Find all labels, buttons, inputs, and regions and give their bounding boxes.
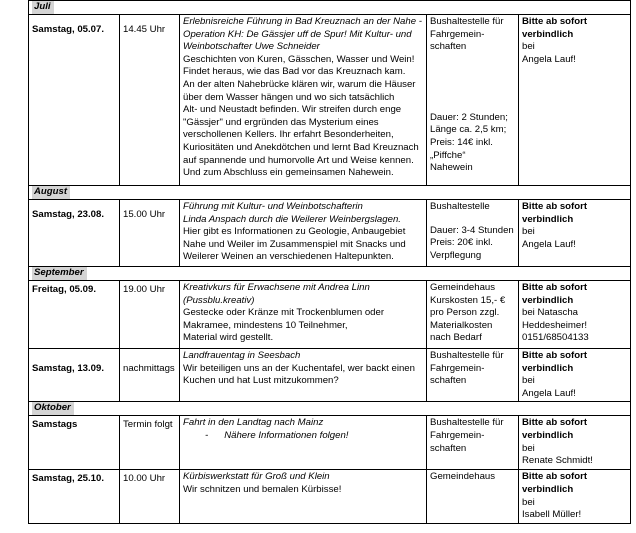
month-row-september	[29, 267, 631, 281]
event-description: Wir beteiligen uns an der Kuchentafel, wer backt einen Kuchen und hat Lust mitzukommen?	[183, 362, 415, 387]
event-details	[180, 470, 427, 524]
event-place	[427, 200, 519, 267]
event-date: Samstag, 25.10.	[29, 470, 120, 524]
event-description: Geschichten von Kuren, Gässchen, Wasser und Wein! Findet heraus, wie das Bad vor das Kreuznach kam. An der alten Nahebrücke klären wir, warum die Häuser über dem Wasser hängen und wo sich tatsächlich Alt- und Neustadt befinden. Wir streifen durch enge "Gässjer" und ergründen das Mysterium eines verschollenen Kellers. Ihr erfahrt Besonderheiten, Kuriositäten und Anekdötchen und lernt Bad Kreuznach auf spannende und humorvolle Art und Weise kennen. Und zum Abschluss ein gemeinsamen Nahewein.	[183, 53, 419, 179]
contact-person: bei Natascha Heddesheimer! 0151/68504133	[522, 307, 589, 344]
contact-person: bei Angela Lauf!	[522, 375, 576, 399]
month-row-juli	[29, 1, 631, 15]
event-row	[29, 15, 631, 186]
event-details	[180, 281, 427, 349]
event-title-line: Kürbiswerkstatt für Groß und Klein	[183, 471, 330, 483]
month-label: Juli	[32, 1, 54, 14]
event-description: Wir schnitzen und bemalen Kürbisse!	[183, 483, 342, 495]
event-details	[180, 200, 427, 267]
place-info: Bushaltestelle für Fahrgemein- schaften	[430, 16, 504, 53]
event-row	[29, 349, 631, 402]
event-date: Samstag, 13.09.	[29, 349, 120, 402]
event-details	[180, 15, 427, 186]
event-title-line: Fahrt in den Landtag nach Mainz	[183, 417, 324, 429]
event-row	[29, 416, 631, 470]
event-time: 14.45 Uhr	[120, 15, 180, 186]
event-place	[427, 15, 519, 186]
event-title-line: (Pussblu.kreativ)	[183, 294, 255, 306]
place-extra-info: Dauer: 3-4 Stunden Preis: 20€ inkl. Verpflegung	[430, 224, 514, 261]
event-contact	[519, 470, 631, 524]
event-schedule	[28, 0, 630, 524]
event-date: Samstags	[29, 416, 120, 470]
contact-notice: Bitte ab sofort verbindlich	[522, 350, 588, 374]
event-time: nachmittags	[120, 349, 180, 402]
place-info: Bushaltestelle	[430, 201, 490, 212]
event-title-line: Landfrauentag in Seesbach	[183, 350, 301, 361]
event-description: Gestecke oder Kränze mit Trockenblumen oder Makramee, mindestens 10 Teilnehmer, Material wird gestellt.	[183, 307, 385, 344]
event-date: Samstag, 05.07.	[29, 15, 120, 186]
month-label: Oktober	[32, 402, 74, 415]
event-contact	[519, 15, 631, 186]
event-time: 10.00 Uhr	[120, 470, 180, 524]
event-time: Termin folgt	[120, 416, 180, 470]
place-extra-info: Dauer: 2 Stunden; Länge ca. 2,5 km; Preis: 14€ inkl. „Piffche“ Nahewein	[430, 111, 508, 174]
event-place	[427, 281, 519, 349]
contact-notice: Bitte ab sofort verbindlich	[522, 282, 588, 306]
contact-person: bei Angela Lauf!	[522, 226, 576, 250]
contact-notice: Bitte ab sofort verbindlich	[522, 16, 588, 40]
event-date: Freitag, 05.09.	[29, 281, 120, 349]
event-title-line: Erlebnisreiche Führung in Bad Kreuznach an der Nahe -	[183, 16, 422, 27]
month-label: September	[32, 267, 87, 280]
place-info: Gemeindehaus	[430, 471, 496, 483]
event-time: 19.00 Uhr	[120, 281, 180, 349]
event-row	[29, 200, 631, 267]
event-title-line: Weinbotschafter Uwe Schneider	[183, 41, 320, 53]
place-info: Bushaltestelle für Fahrgemein- schaften	[430, 350, 504, 387]
event-place	[427, 416, 519, 470]
event-contact	[519, 349, 631, 402]
event-row	[29, 470, 631, 524]
event-title	[183, 471, 423, 484]
event-place	[427, 349, 519, 402]
event-time: 15.00 Uhr	[120, 200, 180, 267]
event-sub-item-text: Nähere Informationen folgen!	[224, 429, 349, 441]
event-title	[183, 350, 423, 363]
event-contact	[519, 281, 631, 349]
event-contact	[519, 416, 631, 470]
place-info: Bushaltestelle für Fahrgemein- schaften	[430, 417, 504, 454]
event-title-line: Führung mit Kultur- und Weinbotschafterin	[183, 201, 363, 212]
event-title-line: Kreativkurs für Erwachsene mit Andrea Linn	[183, 282, 370, 293]
event-description: Hier gibt es Informationen zu Geologie, Anbaugebiet Nahe und Weiler im Zusammenspiel mit Snacks und Weilerer Weinen an verschiedenen Haltepunkten.	[183, 226, 406, 263]
event-row	[29, 281, 631, 349]
event-title	[183, 417, 423, 430]
event-place	[427, 470, 519, 524]
event-title	[183, 282, 423, 307]
event-date: Samstag, 23.08.	[29, 200, 120, 267]
month-row-oktober	[29, 402, 631, 416]
event-details	[180, 416, 427, 470]
event-title-line: Operation KH: De Gässjer uff de Spur! Mit Kultur- und	[183, 28, 412, 40]
contact-notice: Bitte ab sofort verbindlich	[522, 471, 588, 495]
event-details	[180, 349, 427, 402]
contact-person: bei Renate Schmidt!	[522, 442, 593, 467]
schedule-table	[28, 0, 631, 524]
place-info: Gemeindehaus Kurskosten 15,- € pro Person zzgl. Materialkosten nach Bedarf	[430, 282, 506, 344]
contact-person: bei Angela Lauf!	[522, 41, 576, 65]
event-contact	[519, 200, 631, 267]
event-title	[183, 16, 423, 54]
event-sub-item: - Nähere Informationen folgen!	[205, 429, 349, 441]
contact-notice: Bitte ab sofort verbindlich	[522, 201, 588, 225]
event-title	[183, 201, 423, 226]
contact-notice: Bitte ab sofort verbindlich	[522, 417, 588, 441]
event-title-line: Linda Anspach durch die Weilerer Weinbergslagen.	[183, 213, 401, 225]
month-row-august	[29, 186, 631, 200]
contact-person: bei Isabell Müller!	[522, 496, 582, 521]
month-label: August	[32, 186, 70, 199]
